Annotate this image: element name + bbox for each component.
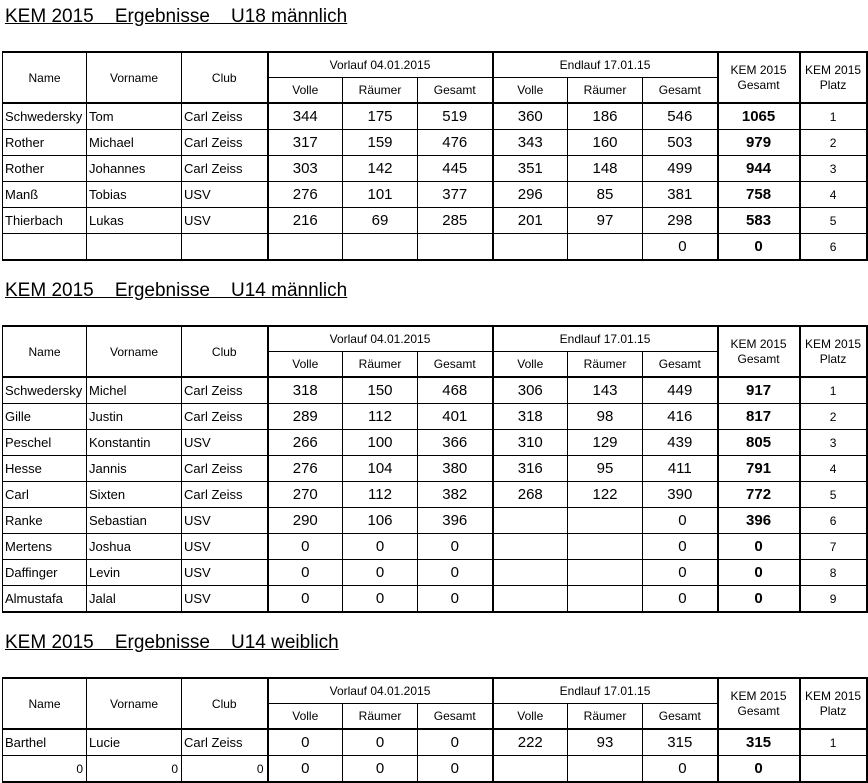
header-vorlauf-raeumer: Räumer [343,704,418,730]
header-kem-gesamt [718,678,800,729]
header-vorname: Vorname [87,52,182,103]
cell-vorlauf-raeumer: 112 [343,404,418,430]
cell-club: USV [182,508,268,534]
cell-total: 315 [718,729,800,756]
header-endlauf: Endlauf 17.01.15 [493,678,718,704]
header-vorlauf-volle: Volle [268,704,343,730]
cell-total: 817 [718,404,800,430]
cell-platz: 5 [800,208,867,234]
header-kem-platz-line2: Platz [819,703,847,718]
header-endlauf: Endlauf 17.01.15 [493,52,718,78]
cell-vorname: Sixten [87,482,182,508]
cell-platz: 1 [800,103,867,130]
header-endlauf-gesamt: Gesamt [643,78,718,104]
cell-vorlauf-raeumer: 150 [343,377,418,404]
cell-total: 1065 [718,103,800,130]
cell-vorlauf-raeumer: 0 [343,756,418,783]
cell-endlauf-volle: 222 [493,729,568,756]
cell-vorlauf-raeumer: 0 [343,729,418,756]
cell-name: Manß [3,182,87,208]
header-kem-gesamt-line2: Gesamt [737,351,780,366]
cell-vorlauf-raeumer: 100 [343,430,418,456]
header-vorname: Vorname [87,678,182,729]
header-endlauf-gesamt: Gesamt [643,352,718,378]
cell-vorlauf-volle [268,234,343,261]
cell-total: 583 [718,208,800,234]
cell-vorlauf-volle: 0 [268,560,343,586]
cell-vorname: Michael [87,130,182,156]
cell-platz: 1 [800,377,867,404]
header-club: Club [182,678,268,729]
cell-vorlauf-volle: 216 [268,208,343,234]
cell-vorlauf-volle: 344 [268,103,343,130]
cell-vorlauf-volle: 270 [268,482,343,508]
cell-platz: 4 [800,182,867,208]
cell-endlauf-gesamt: 0 [643,560,718,586]
cell-endlauf-gesamt: 0 [643,508,718,534]
cell-vorlauf-raeumer: 142 [343,156,418,182]
header-vorlauf: Vorlauf 04.01.2015 [268,326,493,352]
cell-name: Almustafa [3,586,87,613]
cell-vorlauf-raeumer: 101 [343,182,418,208]
cell-platz: 9 [800,586,867,613]
header-kem-platz-line1: KEM 2015 [805,62,862,77]
header-vorlauf: Vorlauf 04.01.2015 [268,678,493,704]
cell-platz: 3 [800,156,867,182]
cell-vorlauf-raeumer: 104 [343,456,418,482]
cell-club: Carl Zeiss [182,404,268,430]
header-kem-platz [800,326,867,377]
header-vorlauf-gesamt: Gesamt [418,704,493,730]
cell-vorlauf-volle: 289 [268,404,343,430]
cell-name: 0 [3,756,87,783]
cell-club: USV [182,208,268,234]
cell-vorlauf-gesamt [418,234,493,261]
cell-vorlauf-raeumer: 0 [343,560,418,586]
cell-endlauf-volle: 268 [493,482,568,508]
cell-club: Carl Zeiss [182,156,268,182]
cell-endlauf-volle: 306 [493,377,568,404]
cell-vorlauf-gesamt: 285 [418,208,493,234]
cell-vorlauf-gesamt: 0 [418,756,493,783]
cell-vorlauf-volle: 0 [268,586,343,613]
cell-club: 0 [182,756,268,783]
header-kem-gesamt-line1: KEM 2015 [730,336,787,351]
cell-endlauf-gesamt: 390 [643,482,718,508]
header-kem-gesamt-line2: Gesamt [737,703,780,718]
table-row [3,729,867,756]
cell-name: Rother [3,156,87,182]
cell-vorname: Johannes [87,156,182,182]
table-row [3,103,867,130]
section-title: KEM 2015 Ergebnisse U14 weiblich [5,632,339,653]
table-row [3,560,867,586]
cell-club: Carl Zeiss [182,130,268,156]
cell-vorname: Jalal [87,586,182,613]
cell-endlauf-volle: 316 [493,456,568,482]
cell-club: Carl Zeiss [182,103,268,130]
cell-club: Carl Zeiss [182,729,268,756]
cell-platz: 4 [800,456,867,482]
cell-platz: 6 [800,508,867,534]
header-name: Name [3,678,87,729]
cell-vorlauf-volle: 0 [268,534,343,560]
cell-club: USV [182,586,268,613]
cell-platz: 5 [800,482,867,508]
results-table [2,325,868,613]
cell-vorlauf-gesamt: 519 [418,103,493,130]
cell-vorlauf-gesamt: 396 [418,508,493,534]
section-title: KEM 2015 Ergebnisse U14 männlich [5,280,348,301]
cell-vorname: Lukas [87,208,182,234]
cell-vorlauf-raeumer: 159 [343,130,418,156]
cell-vorlauf-volle: 276 [268,182,343,208]
cell-endlauf-raeumer [568,534,643,560]
cell-name: Gille [3,404,87,430]
cell-total: 791 [718,456,800,482]
cell-vorlauf-gesamt: 377 [418,182,493,208]
cell-vorlauf-raeumer: 69 [343,208,418,234]
cell-vorname: Tom [87,103,182,130]
cell-endlauf-raeumer [568,508,643,534]
cell-endlauf-volle [493,560,568,586]
header-vorlauf-gesamt: Gesamt [418,78,493,104]
cell-platz: 8 [800,560,867,586]
header-endlauf-gesamt: Gesamt [643,704,718,730]
cell-name: Schwedersky [3,103,87,130]
cell-endlauf-raeumer [568,560,643,586]
cell-platz: 2 [800,404,867,430]
cell-endlauf-volle [493,234,568,261]
cell-platz: 3 [800,430,867,456]
cell-endlauf-raeumer: 129 [568,430,643,456]
header-kem-platz-line1: KEM 2015 [805,336,862,351]
cell-total: 0 [718,756,800,783]
section-title: KEM 2015 Ergebnisse U18 männlich [5,6,348,27]
cell-endlauf-raeumer: 122 [568,482,643,508]
cell-vorlauf-gesamt: 380 [418,456,493,482]
table-row [3,482,867,508]
table-row [3,508,867,534]
header-name: Name [3,52,87,103]
cell-vorlauf-gesamt: 366 [418,430,493,456]
cell-vorlauf-gesamt: 476 [418,130,493,156]
cell-vorlauf-raeumer [343,234,418,261]
cell-endlauf-gesamt: 411 [643,456,718,482]
cell-name: Rother [3,130,87,156]
header-kem-platz-line2: Platz [819,77,847,92]
cell-club: USV [182,430,268,456]
cell-vorlauf-volle: 0 [268,756,343,783]
cell-endlauf-gesamt: 416 [643,404,718,430]
cell-endlauf-volle [493,534,568,560]
cell-club: Carl Zeiss [182,456,268,482]
cell-vorname: Michel [87,377,182,404]
cell-endlauf-gesamt: 381 [643,182,718,208]
cell-name: Peschel [3,430,87,456]
cell-platz: 2 [800,130,867,156]
cell-endlauf-gesamt: 499 [643,156,718,182]
cell-name: Mertens [3,534,87,560]
cell-vorname: Joshua [87,534,182,560]
header-vorlauf-volle: Volle [268,352,343,378]
header-vorlauf: Vorlauf 04.01.2015 [268,52,493,78]
cell-vorlauf-gesamt: 468 [418,377,493,404]
cell-endlauf-gesamt: 503 [643,130,718,156]
header-kem-gesamt-line1: KEM 2015 [730,688,787,703]
cell-endlauf-raeumer: 186 [568,103,643,130]
cell-vorlauf-volle: 317 [268,130,343,156]
table-row [3,234,867,261]
header-club: Club [182,326,268,377]
cell-vorname [87,234,182,261]
cell-vorname: Justin [87,404,182,430]
header-endlauf-raeumer: Räumer [568,78,643,104]
cell-vorlauf-gesamt: 401 [418,404,493,430]
cell-endlauf-gesamt: 449 [643,377,718,404]
header-kem-gesamt-line1: KEM 2015 [730,62,787,77]
cell-endlauf-raeumer: 98 [568,404,643,430]
cell-vorlauf-volle: 266 [268,430,343,456]
cell-endlauf-gesamt: 0 [643,756,718,783]
cell-endlauf-gesamt: 546 [643,103,718,130]
cell-platz: 1 [800,729,867,756]
cell-club: USV [182,182,268,208]
header-endlauf-volle: Volle [493,78,568,104]
table-row [3,156,867,182]
cell-endlauf-volle: 343 [493,130,568,156]
cell-platz: 7 [800,534,867,560]
cell-name: Hesse [3,456,87,482]
header-endlauf-volle: Volle [493,352,568,378]
cell-name: Carl [3,482,87,508]
cell-vorlauf-gesamt: 0 [418,534,493,560]
cell-total: 396 [718,508,800,534]
header-vorlauf-volle: Volle [268,78,343,104]
cell-endlauf-volle [493,586,568,613]
cell-vorlauf-raeumer: 0 [343,534,418,560]
cell-vorlauf-volle: 303 [268,156,343,182]
cell-endlauf-raeumer: 95 [568,456,643,482]
cell-endlauf-volle [493,508,568,534]
cell-endlauf-volle: 201 [493,208,568,234]
cell-vorlauf-gesamt: 382 [418,482,493,508]
cell-club [182,234,268,261]
table-row [3,586,867,613]
table-row [3,456,867,482]
cell-club: USV [182,560,268,586]
header-endlauf-volle: Volle [493,704,568,730]
cell-endlauf-gesamt: 0 [643,534,718,560]
header-name: Name [3,326,87,377]
table-row [3,130,867,156]
cell-vorname: Sebastian [87,508,182,534]
header-endlauf: Endlauf 17.01.15 [493,326,718,352]
cell-name: Barthel [3,729,87,756]
cell-vorname: Konstantin [87,430,182,456]
header-kem-gesamt [718,326,800,377]
cell-vorlauf-gesamt: 0 [418,560,493,586]
cell-vorlauf-raeumer: 0 [343,586,418,613]
cell-platz [800,756,867,783]
cell-vorlauf-gesamt: 0 [418,729,493,756]
cell-total: 944 [718,156,800,182]
cell-vorname: Levin [87,560,182,586]
cell-endlauf-raeumer [568,234,643,261]
header-endlauf-raeumer: Räumer [568,704,643,730]
cell-total: 917 [718,377,800,404]
table-row [3,756,867,783]
table-row [3,208,867,234]
cell-endlauf-volle: 296 [493,182,568,208]
table-row [3,404,867,430]
cell-vorlauf-volle: 318 [268,377,343,404]
cell-vorlauf-volle: 0 [268,729,343,756]
header-kem-platz-line1: KEM 2015 [805,688,862,703]
header-vorlauf-raeumer: Räumer [343,352,418,378]
cell-name: Thierbach [3,208,87,234]
cell-endlauf-volle: 310 [493,430,568,456]
cell-vorlauf-volle: 290 [268,508,343,534]
cell-platz: 6 [800,234,867,261]
cell-vorname: Tobias [87,182,182,208]
header-kem-gesamt [718,52,800,103]
cell-club: USV [182,534,268,560]
cell-vorlauf-raeumer: 106 [343,508,418,534]
cell-vorname: Lucie [87,729,182,756]
cell-endlauf-gesamt: 298 [643,208,718,234]
cell-total: 805 [718,430,800,456]
header-endlauf-raeumer: Räumer [568,352,643,378]
cell-endlauf-raeumer: 148 [568,156,643,182]
results-table [2,677,868,783]
cell-endlauf-volle: 318 [493,404,568,430]
cell-endlauf-volle [493,756,568,783]
cell-vorname: 0 [87,756,182,783]
cell-club: Carl Zeiss [182,482,268,508]
cell-total: 758 [718,182,800,208]
table-row [3,182,867,208]
cell-vorlauf-raeumer: 175 [343,103,418,130]
cell-vorlauf-gesamt: 445 [418,156,493,182]
cell-club: Carl Zeiss [182,377,268,404]
cell-total: 0 [718,534,800,560]
header-kem-platz-line2: Platz [819,351,847,366]
header-club: Club [182,52,268,103]
cell-endlauf-gesamt: 439 [643,430,718,456]
header-kem-gesamt-line2: Gesamt [737,77,780,92]
cell-name: Daffinger [3,560,87,586]
cell-endlauf-volle: 360 [493,103,568,130]
cell-endlauf-raeumer: 97 [568,208,643,234]
cell-total: 0 [718,234,800,261]
cell-name: Ranke [3,508,87,534]
table-row [3,377,867,404]
cell-total: 772 [718,482,800,508]
cell-vorlauf-volle: 276 [268,456,343,482]
header-kem-platz [800,52,867,103]
cell-total: 0 [718,586,800,613]
cell-endlauf-gesamt: 0 [643,234,718,261]
cell-endlauf-gesamt: 0 [643,586,718,613]
cell-vorname: Jannis [87,456,182,482]
header-vorlauf-raeumer: Räumer [343,78,418,104]
table-row [3,430,867,456]
table-row [3,534,867,560]
cell-endlauf-raeumer: 143 [568,377,643,404]
cell-total: 979 [718,130,800,156]
cell-endlauf-raeumer: 93 [568,729,643,756]
cell-name [3,234,87,261]
cell-name: Schwedersky [3,377,87,404]
cell-endlauf-raeumer: 160 [568,130,643,156]
results-table [2,51,868,261]
cell-endlauf-raeumer [568,586,643,613]
cell-vorlauf-gesamt: 0 [418,586,493,613]
cell-vorlauf-raeumer: 112 [343,482,418,508]
header-kem-platz [800,678,867,729]
header-vorname: Vorname [87,326,182,377]
cell-endlauf-gesamt: 315 [643,729,718,756]
cell-endlauf-raeumer [568,756,643,783]
cell-endlauf-volle: 351 [493,156,568,182]
cell-endlauf-raeumer: 85 [568,182,643,208]
header-vorlauf-gesamt: Gesamt [418,352,493,378]
cell-total: 0 [718,560,800,586]
